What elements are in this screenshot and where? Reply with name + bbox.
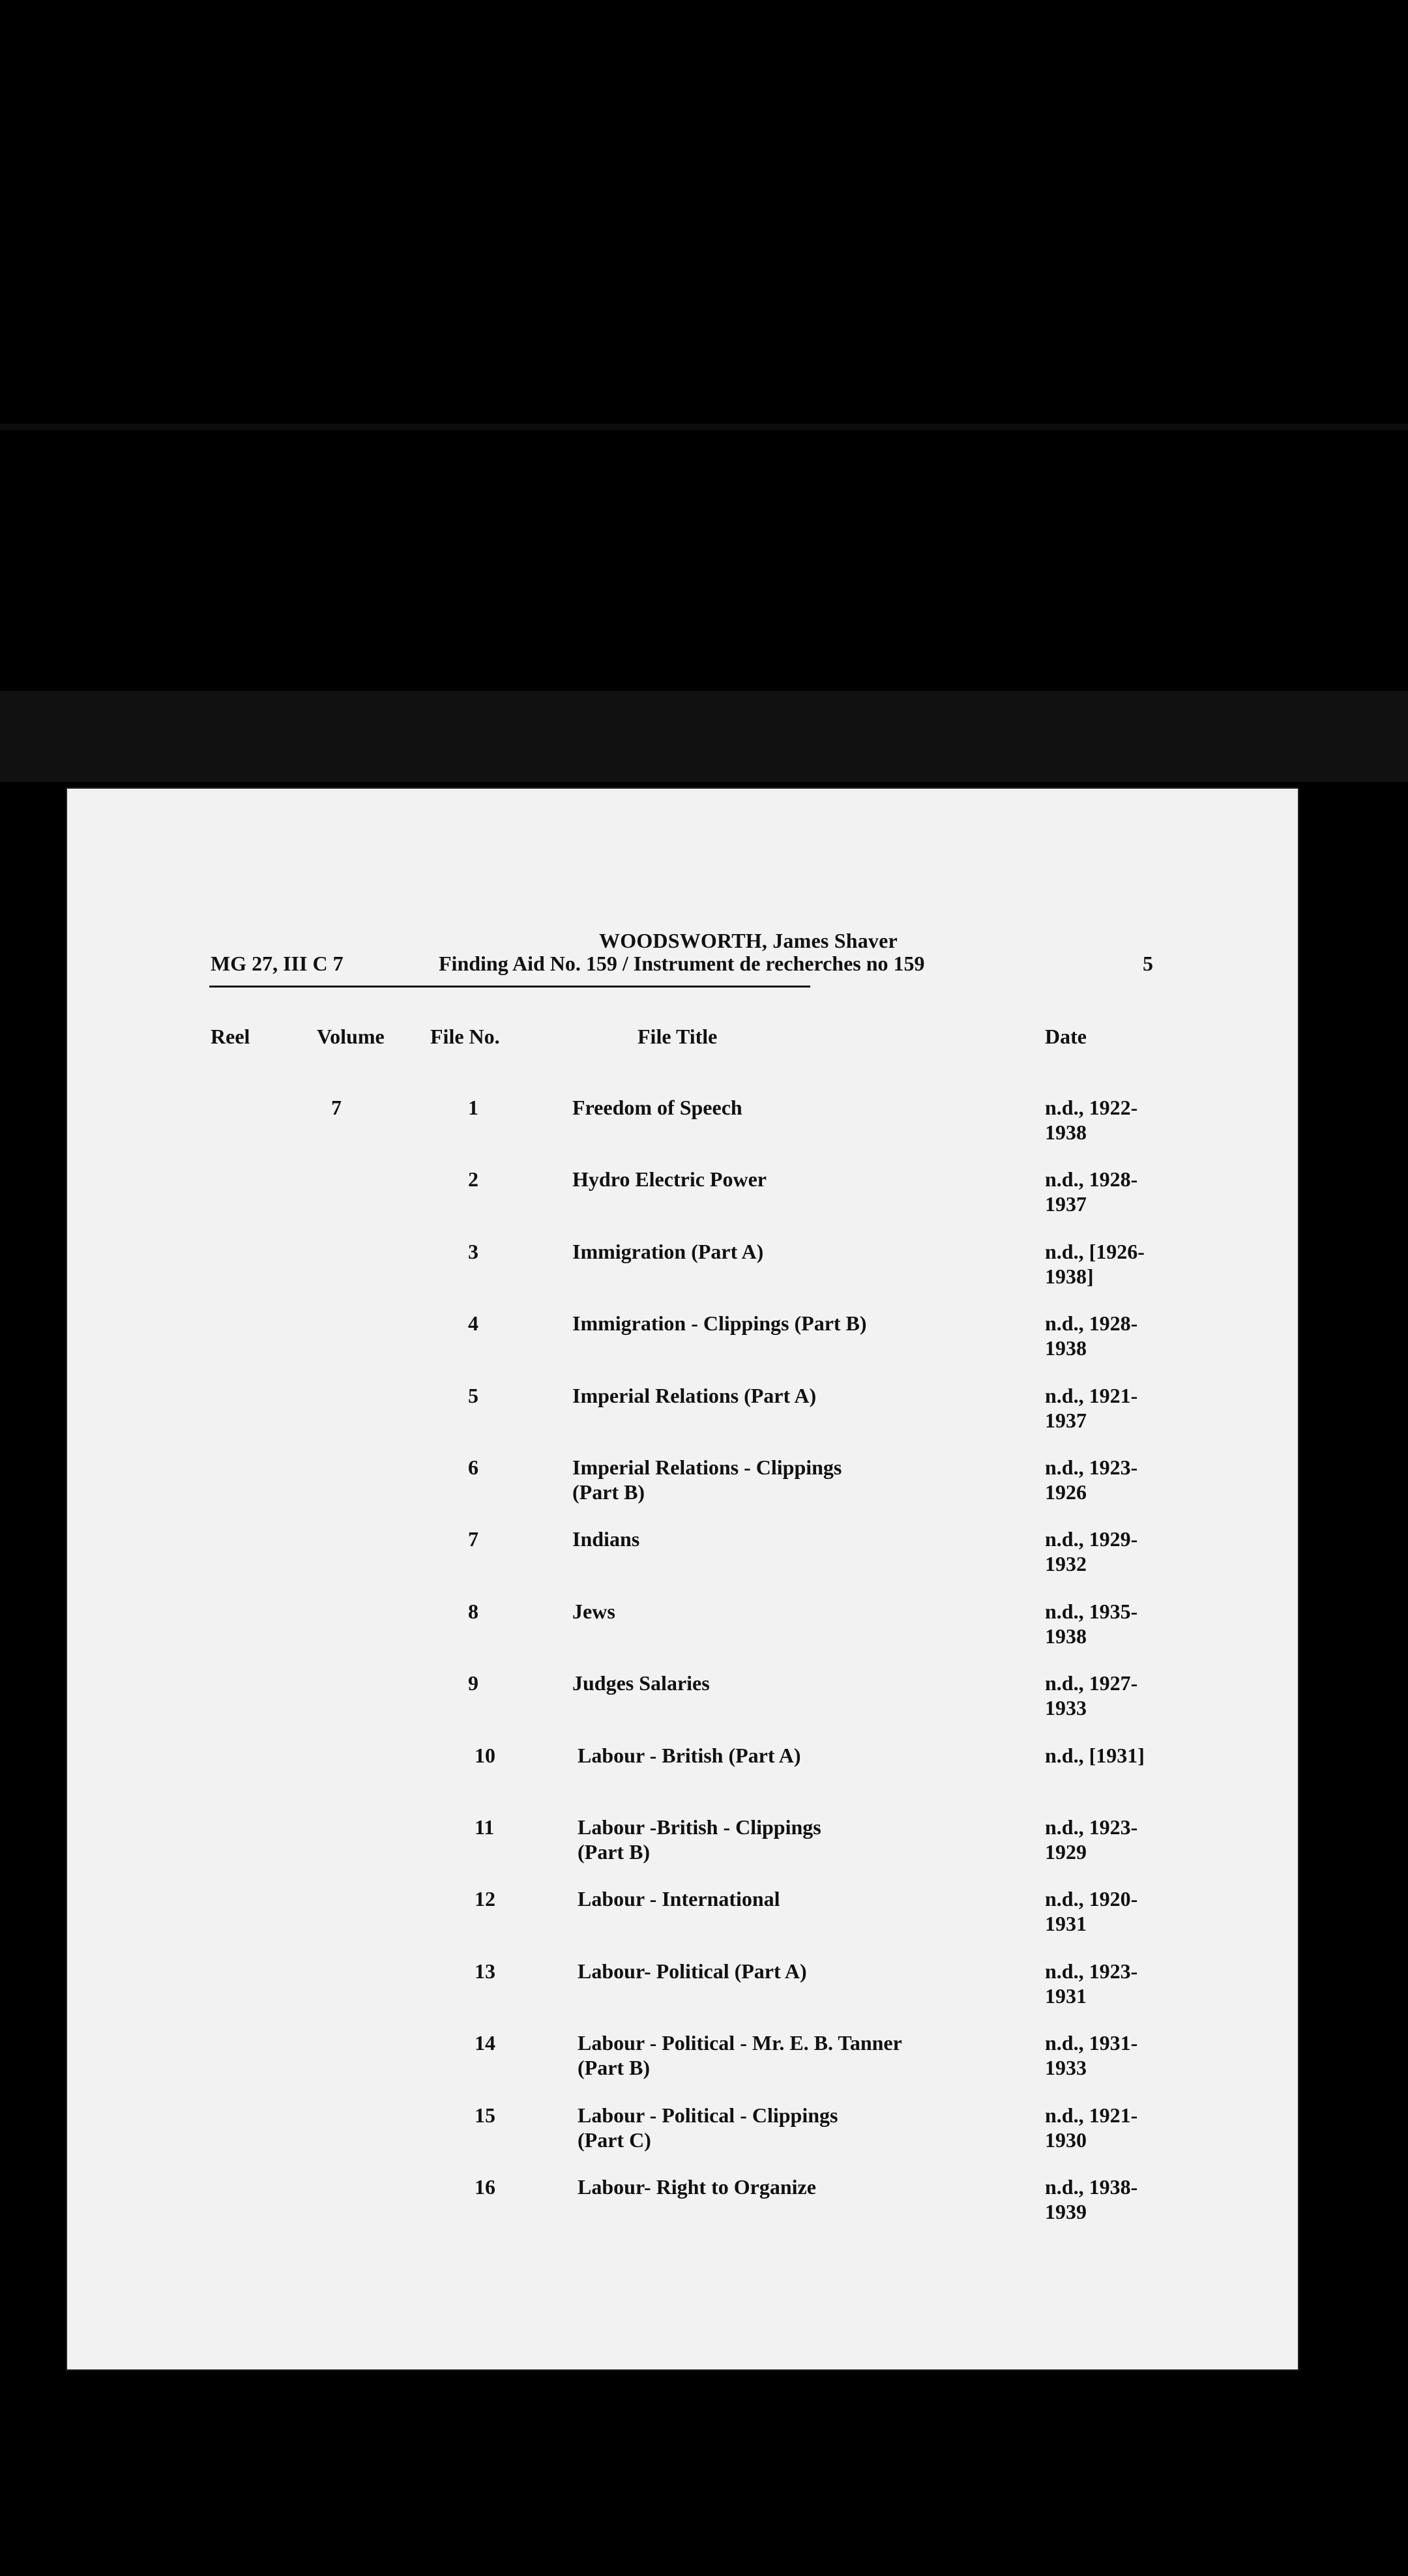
file-no-cell: 2 <box>468 1167 478 1192</box>
file-title-cell <box>572 1671 937 1695</box>
date-line: n.d., [1926- <box>1045 1239 1145 1263</box>
file-row <box>67 1239 1298 1304</box>
file-title-line: Labour - International <box>578 1887 780 1911</box>
file-title-cell <box>578 1815 943 1864</box>
file-no-cell: 6 <box>468 1456 478 1479</box>
file-no-cell: 9 <box>468 1671 478 1695</box>
date-cell <box>1045 1671 1175 1720</box>
file-title-cell <box>578 1886 943 1911</box>
file-row <box>67 1095 1298 1160</box>
date-line: 1931 <box>1045 1983 1087 2008</box>
microfilm-band-middle <box>0 691 1408 782</box>
date-line: n.d., 1928- <box>1045 1311 1138 1336</box>
date-line: n.d., 1921- <box>1045 2103 1138 2127</box>
date-line: 1933 <box>1045 1696 1087 1720</box>
file-title-cell <box>578 2174 943 2199</box>
date-line: 1938] <box>1045 1264 1094 1288</box>
file-title-line: Labour -British - Clippings <box>578 1815 821 1839</box>
file-no-cell: 8 <box>468 1599 478 1623</box>
file-no-cell: 15 <box>475 2103 495 2127</box>
date-line: n.d., 1938- <box>1045 2175 1138 2199</box>
file-title-line: (Part C) <box>578 2128 651 2152</box>
date-cell <box>1045 1095 1175 1145</box>
file-row <box>67 1959 1298 2024</box>
file-no-cell: 10 <box>475 1743 495 1767</box>
date-cell <box>1045 1239 1175 1289</box>
file-title-line: (Part B) <box>572 1480 645 1504</box>
date-cell <box>1045 1743 1175 1768</box>
column-header-file-title: File Title <box>638 1025 718 1048</box>
date-cell <box>1045 2030 1175 2080</box>
date-line: n.d., 1928- <box>1045 1167 1138 1192</box>
file-no-cell: 16 <box>475 2175 495 2199</box>
file-title-line: Labour- Political (Part A) <box>578 1959 807 1983</box>
date-line: n.d., 1921- <box>1045 1383 1138 1407</box>
file-title-cell <box>578 2103 943 2152</box>
file-title-cell <box>572 1095 937 1120</box>
file-title-line: Labour - Political - Clippings <box>578 2103 838 2127</box>
file-title-cell <box>578 2030 943 2080</box>
file-row <box>67 1383 1298 1448</box>
column-header-volume: Volume <box>317 1025 385 1048</box>
date-cell <box>1045 2174 1175 2224</box>
date-line: 1929 <box>1045 1840 1087 1864</box>
date-cell <box>1045 1959 1175 2008</box>
file-title-cell <box>578 1743 943 1768</box>
date-line: n.d., 1931- <box>1045 2031 1138 2055</box>
date-cell <box>1045 1167 1175 1216</box>
file-no-cell: 12 <box>475 1887 495 1911</box>
date-line: 1937 <box>1045 1192 1087 1216</box>
date-line: 1939 <box>1045 2200 1087 2223</box>
file-title-cell <box>572 1167 937 1192</box>
volume-cell: 7 <box>331 1096 342 1119</box>
date-cell <box>1045 2103 1175 2152</box>
date-line: n.d., 1923- <box>1045 1959 1138 1983</box>
file-title-line: Jews <box>572 1599 615 1623</box>
date-cell <box>1045 1311 1175 1360</box>
column-header-date: Date <box>1045 1025 1087 1048</box>
file-row <box>67 2174 1298 2240</box>
page-number: 5 <box>1143 952 1153 975</box>
file-title-line: Labour - British (Part A) <box>578 1743 801 1767</box>
file-title-cell <box>572 1527 937 1551</box>
file-title-line: Imperial Relations (Part A) <box>572 1383 817 1407</box>
date-line: n.d., [1931] <box>1045 1743 1145 1767</box>
file-title-cell <box>578 1959 943 1983</box>
collection-title: WOODSWORTH, James Shaver <box>599 929 898 952</box>
file-row <box>67 1743 1298 1808</box>
file-title-cell <box>572 1599 937 1624</box>
column-header-reel: Reel <box>211 1025 250 1048</box>
file-title-line: (Part B) <box>578 2056 651 2080</box>
date-line: 1930 <box>1045 2128 1087 2152</box>
file-row <box>67 1455 1298 1520</box>
file-no-cell: 13 <box>475 1959 495 1983</box>
file-title-line: (Part B) <box>578 1840 651 1864</box>
file-title-cell <box>572 1239 937 1264</box>
file-row <box>67 1167 1298 1232</box>
date-line: n.d., 1923- <box>1045 1815 1138 1839</box>
date-line: n.d., 1935- <box>1045 1599 1138 1623</box>
date-line: 1937 <box>1045 1408 1087 1432</box>
date-line: 1926 <box>1045 1480 1087 1504</box>
file-title-line: Immigration - Clippings (Part B) <box>572 1311 867 1336</box>
file-row <box>67 1599 1298 1664</box>
file-title-cell <box>572 1383 937 1408</box>
file-title-line: Hydro Electric Power <box>572 1167 767 1192</box>
file-title-line: Indians <box>572 1527 640 1551</box>
date-line: 1938 <box>1045 1624 1087 1648</box>
date-line: n.d., 1927- <box>1045 1671 1138 1695</box>
file-row <box>67 1886 1298 1952</box>
date-cell <box>1045 1383 1175 1433</box>
date-line: 1933 <box>1045 2056 1087 2080</box>
file-title-cell <box>572 1455 937 1504</box>
date-cell <box>1045 1886 1175 1936</box>
file-title-cell <box>572 1311 937 1336</box>
file-no-cell: 7 <box>468 1527 478 1551</box>
date-cell <box>1045 1455 1175 1504</box>
file-title-line: Judges Salaries <box>572 1671 710 1695</box>
date-line: n.d., 1922- <box>1045 1096 1138 1119</box>
file-no-cell: 11 <box>475 1815 495 1839</box>
file-row <box>67 1527 1298 1592</box>
date-line: 1938 <box>1045 1120 1087 1144</box>
file-no-cell: 4 <box>468 1311 478 1336</box>
file-no-cell: 5 <box>468 1383 478 1407</box>
date-line: 1938 <box>1045 1336 1087 1360</box>
date-cell <box>1045 1599 1175 1648</box>
file-title-line: Freedom of Speech <box>572 1096 742 1119</box>
date-cell <box>1045 1527 1175 1576</box>
microfilm-band-upper <box>0 424 1408 430</box>
document-page <box>67 789 1298 2369</box>
file-title-line: Imperial Relations - Clippings <box>572 1456 842 1479</box>
header-divider <box>209 986 810 988</box>
file-row <box>67 1671 1298 1736</box>
date-line: n.d., 1923- <box>1045 1456 1138 1479</box>
file-no-cell: 1 <box>468 1096 478 1119</box>
file-row <box>67 1311 1298 1376</box>
finding-aid-label: Finding Aid No. 159 / Instrument de recherches no 159 <box>439 952 925 975</box>
file-row <box>67 2103 1298 2168</box>
date-line: n.d., 1920- <box>1045 1887 1138 1911</box>
file-row <box>67 1815 1298 1880</box>
date-cell <box>1045 1815 1175 1864</box>
file-title-line: Labour - Political - Mr. E. B. Tanner <box>578 2031 902 2055</box>
date-line: 1931 <box>1045 1912 1087 1936</box>
file-row <box>67 2030 1298 2096</box>
file-title-line: Immigration (Part A) <box>572 1239 764 1263</box>
file-title-line: Labour- Right to Organize <box>578 2175 816 2199</box>
date-line: n.d., 1929- <box>1045 1527 1138 1551</box>
file-no-cell: 14 <box>475 2031 495 2055</box>
reference-code: MG 27, III C 7 <box>211 952 344 975</box>
date-line: 1932 <box>1045 1552 1087 1576</box>
file-no-cell: 3 <box>468 1239 478 1263</box>
column-header-file-no: File No. <box>430 1025 500 1048</box>
